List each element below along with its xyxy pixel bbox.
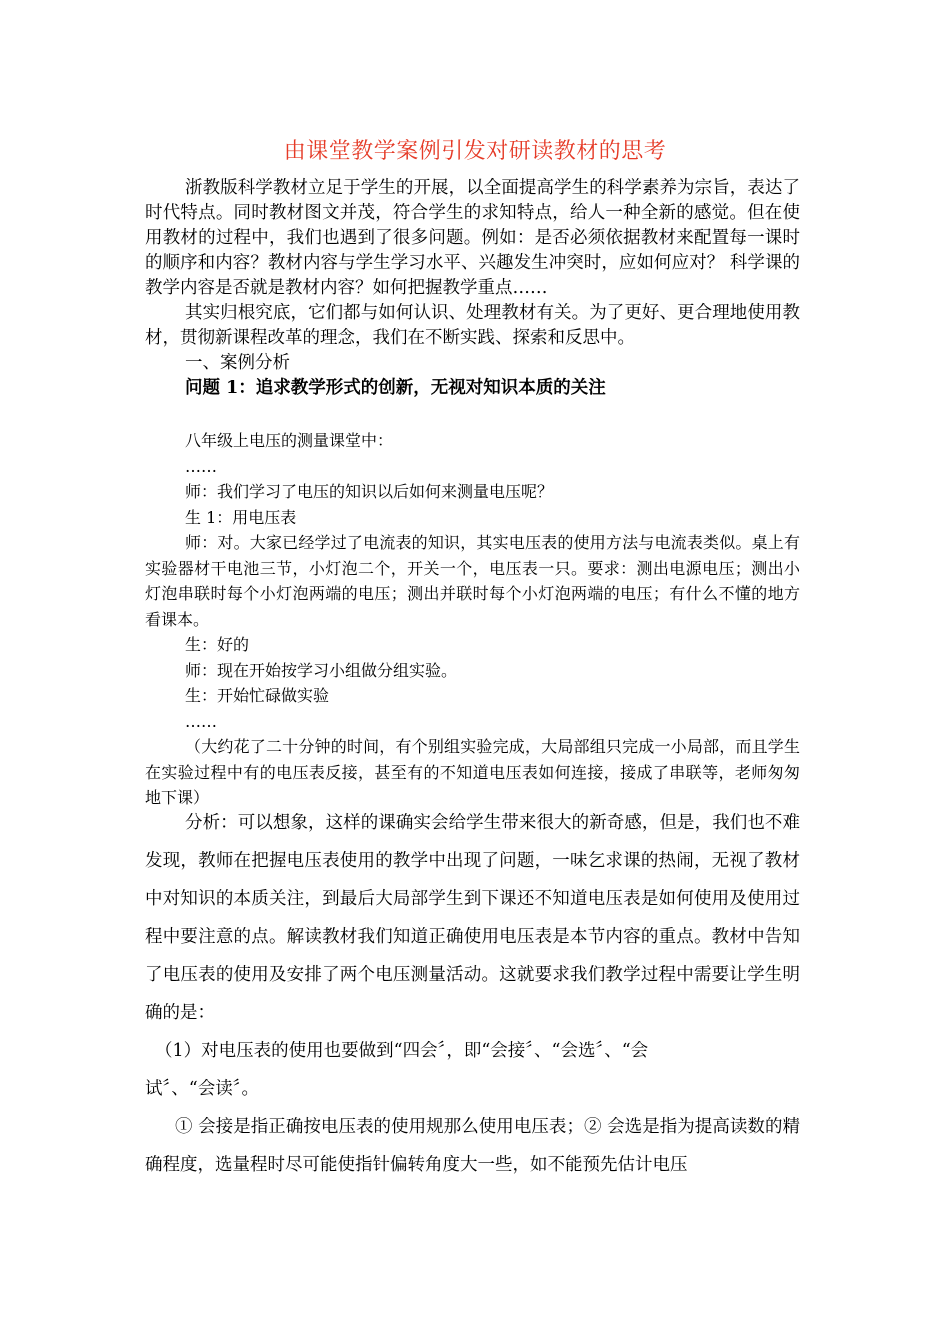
case-dialogue <box>145 428 800 811</box>
section-heading: 一、案例分析 <box>185 353 290 373</box>
teacher-line: 师：对。大家已经学过了电流表的知识，其实电压表的使用方法与电流表类似。桌上有实验器材干电池三节，小灯泡二个，开关一个，电压表一只。要求：测出电源电压；测出小灯泡串联时每个小灯泡两端的电压；测出并联时每个小灯泡两端的电压；有什么不懂的地方看课本。 <box>145 533 800 629</box>
point-1-line-2: 试〞、“会读〞。 <box>145 1079 259 1099</box>
ellipsis: …… <box>185 711 217 731</box>
case-note: （大约花了二十分钟的时间，有个别组实验完成，大局部组只完成一小局部，而且学生在实验过程中有的电压表反接，甚至有的不知道电压表如何连接，接成了串联等，老师匆匆地下课） <box>145 737 800 807</box>
problem-heading: 问题 1：追求教学形式的创新，无视对知识本质的关注 <box>185 378 606 398</box>
intro-section <box>145 176 800 401</box>
analysis-paragraph: 分析：可以想象，这样的课确实会给学生带来很大的新奇感，但是，我们也不难发现，教师在把握电压表使用的教学中出现了问题，一味乞求课的热闹，无视了教材中对知识的本质关注，到最后大局部学生到下课还不知道电压表是如何使用及使用过程中要注意的点。解读教材我们知道正确使用电压表是本节内容的重点。教材中告知了电压表的使用及安排了两个电压测量活动。这就要求我们教学过程中需要让学生明确的是： <box>145 813 800 1023</box>
point-1-detail: ① 会接是指正确按电压表的使用规那么使用电压表；② 会选是指为提高读数的精确程度，选量程时尽可能使指针偏转角度大一些，如不能预先估计电压 <box>145 1117 800 1175</box>
case-setting: 八年级上电压的测量课堂中： <box>185 431 394 450</box>
intro-paragraph-2: 其实归根究底，它们都与如何认识、处理教材有关。为了更好、更合理地使用教材，贯彻新课程改革的理念，我们在不断实践、探索和反思中。 <box>145 303 800 348</box>
page-title: 由课堂教学案例引发对研读教材的思考 <box>283 139 667 164</box>
intro-paragraph-1: 浙教版科学教材立足于学生的开展，以全面提高学生的科学素养为宗旨，表达了时代特点。同时教材图文并茂，符合学生的求知特点，给人一种全新的感觉。但在使用教材的过程中，我们也遇到了很多问题。例如：是否必须依据教材来配置每一课时的顺序和内容？教材内容与学生学习水平、兴趣发生冲突时，应如何应对？ 科学课的教学内容是否就是教材内容？如何把握教学重点…… <box>145 178 800 298</box>
teacher-line: 师：我们学习了电压的知识以后如何来测量电压呢？ <box>185 482 554 501</box>
analysis-section <box>145 804 800 1184</box>
point-1-line-1: （1）对电压表的使用也要做到“四会〞，即“会接〞、“会选〞、“会 <box>155 1041 649 1061</box>
teacher-line: 师：现在开始按学习小组做分组实验。 <box>185 660 458 680</box>
ellipsis: …… <box>185 456 217 476</box>
student-line: 生：好的 <box>185 635 250 654</box>
student-line: 生：开始忙碌做实验 <box>185 686 330 705</box>
student-line: 生 1：用电压表 <box>185 507 297 527</box>
